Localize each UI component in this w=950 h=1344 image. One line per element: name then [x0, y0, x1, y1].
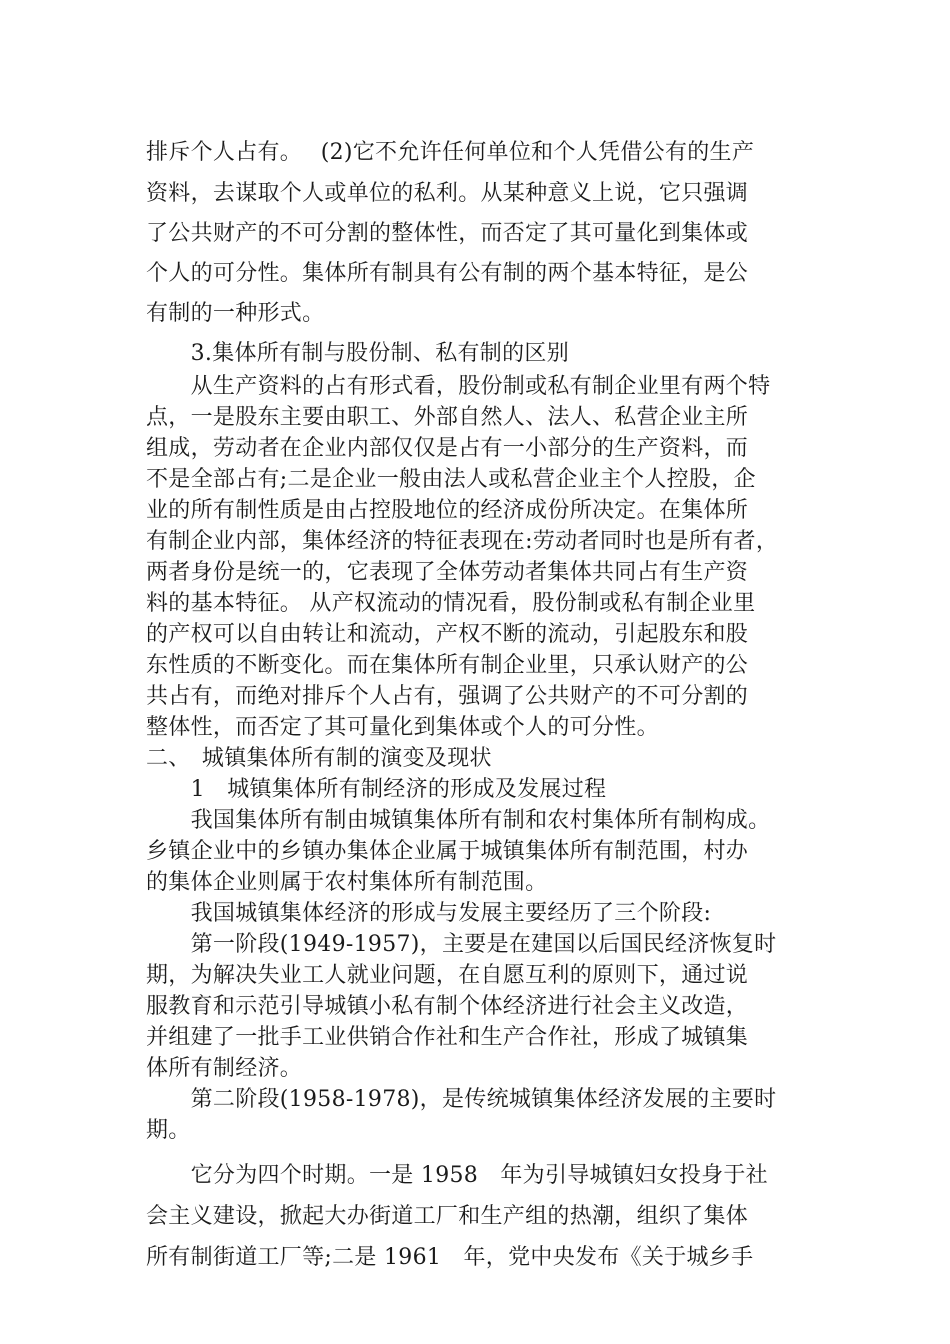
text-line: 期，为解决失业工人就业问题，在自愿互利的原则下，通过说: [146, 963, 749, 988]
text-line: 料的基本特征。 从产权流动的情况看，股份制或私有制企业里: [146, 591, 756, 616]
text-line: 并组建了一批手工业供销合作社和生产合作社，形成了城镇集: [146, 1025, 749, 1050]
text-line: 不是全部占有;二是企业一般由法人或私营企业主个人控股，企: [146, 467, 756, 492]
text-line: 点，一是股东主要由职工、外部自然人、法人、私营企业主所: [146, 405, 749, 430]
text-line: 第二阶段(1958-1978)，是传统城镇集体经济发展的主要时: [146, 1087, 777, 1112]
text-line: 会主义建设，掀起大办街道工厂和生产组的热潮，组织了集体: [146, 1204, 749, 1229]
text-line: 两者身份是统一的，它表现了全体劳动者集体共同占有生产资: [146, 560, 749, 585]
text-line: 从生产资料的占有形式看，股份制或私有制企业里有两个特: [146, 374, 771, 399]
text-line: 了公共财产的不可分割的整体性，而否定了其可量化到集体或: [146, 221, 749, 246]
text-line: 资料，去谋取个人或单位的私利。从某种意义上说，它只强调: [146, 181, 749, 206]
text-line: 我国集体所有制由城镇集体所有制和农村集体所有制构成。: [146, 808, 771, 833]
section-heading: 1 城镇集体所有制经济的形成及发展过程: [146, 777, 607, 802]
text-line: 组成，劳动者在企业内部仅仅是占有一小部分的生产资料，而: [146, 436, 749, 461]
text-line: 体所有制经济。: [146, 1056, 303, 1081]
text-line: 业的所有制性质是由占控股地位的经济成份所决定。在集体所: [146, 498, 749, 523]
text-line: 第一阶段(1949-1957)，主要是在建国以后国民经济恢复时: [146, 932, 777, 957]
text-line: 共占有，而绝对排斥个人占有，强调了公共财产的不可分割的: [146, 684, 749, 709]
text-line: 东性质的不断变化。而在集体所有制企业里，只承认财产的公: [146, 653, 749, 678]
text-line: 我国城镇集体经济的形成与发展主要经历了三个阶段:: [146, 901, 712, 926]
text-line: 期。: [146, 1118, 191, 1143]
text-line: 整体性，而否定了其可量化到集体或个人的可分性。: [146, 715, 659, 740]
text-line: 个人的可分性。集体所有制具有公有制的两个基本特征，是公: [146, 261, 749, 286]
text-line: 服教育和示范引导城镇小私有制个体经济进行社会主义改造，: [146, 994, 749, 1019]
chapter-heading: 二、 城镇集体所有制的演变及现状: [146, 746, 492, 771]
text-line: 它分为四个时期。一是 1958 年为引导城镇妇女投身于社: [146, 1163, 768, 1188]
text-line: 的集体企业则属于农村集体所有制范围。: [146, 870, 548, 895]
text-line: 排斥个人占有。 (2)它不允许任何单位和个人凭借公有的生产: [146, 140, 755, 165]
text-line: 有制企业内部，集体经济的特征表现在:劳动者同时也是所有者，: [146, 529, 779, 554]
text-line: 所有制街道工厂等;二是 1961 年，党中央发布《关于城乡手: [146, 1245, 754, 1270]
text-line: 乡镇企业中的乡镇办集体企业属于城镇集体所有制范围，村办: [146, 839, 749, 864]
text-line: 的产权可以自由转让和流动，产权不断的流动，引起股东和股: [146, 622, 749, 647]
section-heading: 3.集体所有制与股份制、私有制的区别: [146, 341, 569, 366]
text-line: 有制的一种形式。: [146, 301, 325, 326]
